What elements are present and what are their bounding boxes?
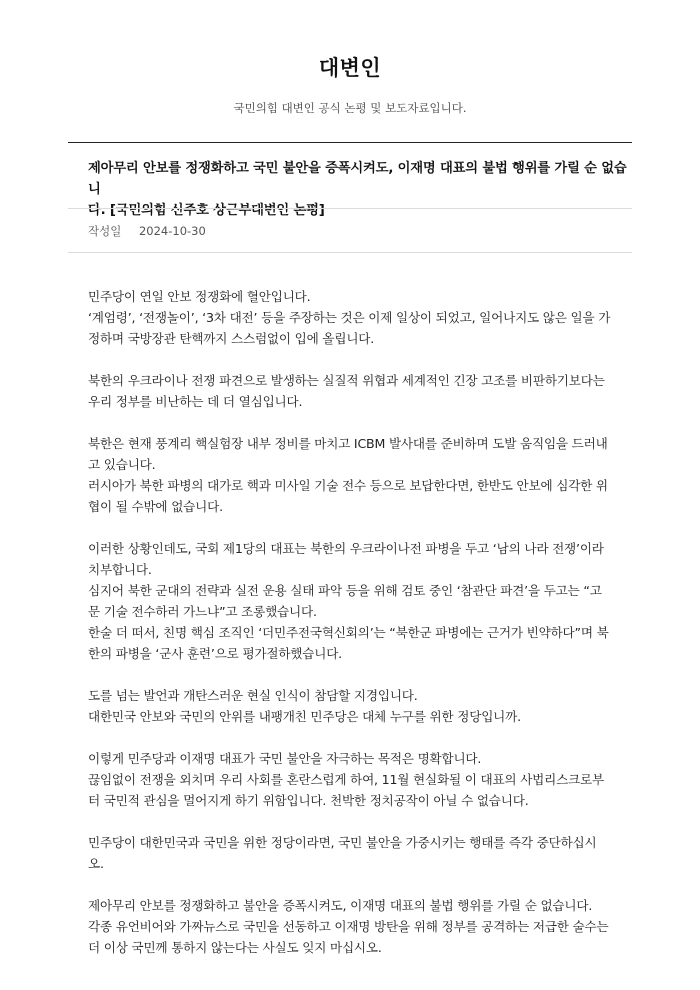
body-paragraph <box>88 832 624 874</box>
body-line: 한술 더 떠서, 친명 핵심 조직인 ‘더민주전국혁신회의’는 “북한군 파병에는 근거가 빈약하다”며 북 <box>88 625 609 640</box>
date-label: 작성일 <box>88 224 122 238</box>
title-divider <box>68 208 632 209</box>
body-line: 우리 정부를 비난하는 데 더 열심입니다. <box>88 394 303 409</box>
body-paragraph <box>88 748 624 811</box>
body-line: 제아무리 안보를 정쟁화하고 불안을 증폭시켜도, 이재명 대표의 불법 행위를 가릴 순 없습니다. <box>88 898 593 913</box>
body-paragraph <box>88 286 624 349</box>
header-divider <box>68 142 632 143</box>
body-line: 치부합니다. <box>88 562 152 577</box>
body-line: 협이 될 수밖에 없습니다. <box>88 499 223 514</box>
body-paragraph <box>88 538 624 664</box>
article-title-line: 다. [국민의힘 신주호 상근부대변인 논평] <box>88 203 325 218</box>
body-line: 한의 파병을 ‘군사 훈련’으로 평가절하했습니다. <box>88 646 342 661</box>
page-header <box>0 0 700 116</box>
body-line: 끊임없이 전쟁을 외치며 우리 사회를 혼란스럽게 하여, 11월 현실화될 이 대표의 사법리스크로부 <box>88 772 604 787</box>
body-line: 이러한 상황인데도, 국회 제1당의 대표는 북한의 우크라이나전 파병을 두고 ‘남의 나라 전쟁’이라 <box>88 541 604 556</box>
meta-divider <box>68 252 632 253</box>
body-line: 오. <box>88 856 104 871</box>
body-paragraph <box>88 433 624 517</box>
body-line: ‘계엄령’, ‘전쟁놀이’, ‘3차 대전’ 등을 주장하는 것은 이제 일상이 되었고, 일어나지도 않은 일을 가 <box>88 310 611 325</box>
body-paragraph <box>88 895 624 958</box>
body-line: 이렇게 민주당과 이재명 대표가 국민 불안을 자극하는 목적은 명확합니다. <box>88 751 482 766</box>
body-line: 터 국민적 관심을 멀어지게 하기 위함입니다. 천박한 정치공작이 아닐 수 없습니다. <box>88 793 529 808</box>
body-paragraph <box>88 370 624 412</box>
body-line: 정하며 국방장관 탄핵까지 스스럼없이 입에 올립니다. <box>88 331 375 346</box>
body-line: 러시아가 북한 파병의 대가로 핵과 미사일 기술 전수 등으로 보답한다면, 한반도 안보에 심각한 위 <box>88 478 608 493</box>
body-line: 민주당이 대한민국과 국민을 위한 정당이라면, 국민 불안을 가중시키는 행태를 즉각 중단하십시 <box>88 835 597 850</box>
article-title-line: 제아무리 안보를 정쟁화하고 국민 불안을 증폭시켜도, 이재명 대표의 불법 행위를 가릴 순 없습니 <box>88 161 627 197</box>
body-line: 더 이상 국민께 통하지 않는다는 사실도 잊지 마십시오. <box>88 940 382 955</box>
publish-date: 2024-10-30 <box>138 224 206 238</box>
article-title <box>88 158 628 221</box>
article-meta <box>88 223 206 239</box>
body-line: 고 있습니다. <box>88 457 156 472</box>
body-paragraph <box>88 685 624 727</box>
body-line: 각종 유언비어와 가짜뉴스로 국민을 선동하고 이재명 방탄을 위해 정부를 공격하는 저급한 술수는 <box>88 919 609 934</box>
body-line: 심지어 북한 군대의 전략과 실전 운용 실태 파악 등을 위해 검토 중인 ‘참관단 파견’을 두고는 “고 <box>88 583 602 598</box>
body-line: 민주당이 연일 안보 정쟁화에 혈안입니다. <box>88 289 311 304</box>
body-line: 도를 넘는 발언과 개탄스러운 현실 인식이 참담할 지경입니다. <box>88 688 418 703</box>
body-line: 대한민국 안보와 국민의 안위를 내팽개친 민주당은 대체 누구를 위한 정당입니까. <box>88 709 521 724</box>
article-body <box>88 286 624 979</box>
body-line: 문 기술 전수하러 가느냐”고 조롱했습니다. <box>88 604 317 619</box>
body-line: 북한의 우크라이나 전쟁 파견으로 발생하는 실질적 위협과 세계적인 긴장 고조를 비판하기보다는 <box>88 373 605 388</box>
site-subtitle: 국민의힘 대변인 공식 논평 및 보도자료입니다. <box>233 101 467 115</box>
body-line: 북한은 현재 풍계리 핵실험장 내부 정비를 마치고 ICBM 발사대를 준비하며 도발 움직임을 드러내 <box>88 436 608 451</box>
site-title: 대변인 <box>318 56 382 80</box>
